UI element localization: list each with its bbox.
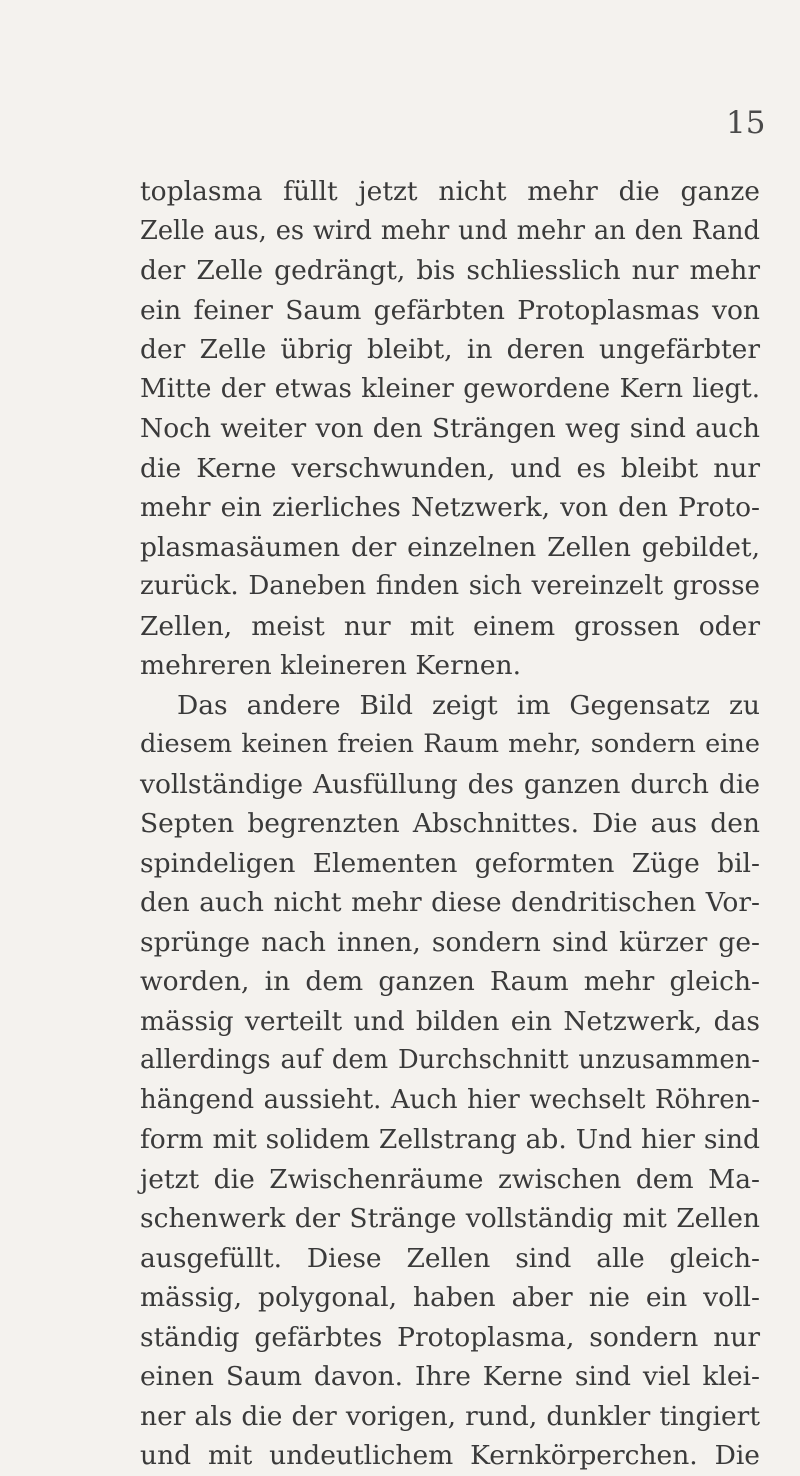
text-line: hängend aussieht. Auch hier wechselt Röhren- [140,1084,760,1115]
text-line: Zelle aus, es wird mehr und mehr an den Rand [140,215,760,246]
text-line: toplasma füllt jetzt nicht mehr die ganze [140,176,760,207]
text-line: jetzt die Zwischenräume zwischen dem Ma- [140,1163,760,1195]
text-line: allerdings auf dem Durchschnitt unzusammen- [140,1045,760,1075]
text-line: zurück. Daneben finden sich vereinzelt grosse [140,571,760,601]
text-line: ner als die der vorigen, rund, dunkler tingiert [140,1400,760,1432]
page-number: 15 [726,105,766,141]
text-line: schenwerk der Stränge vollständig mit Zellen [140,1203,760,1234]
body-text [140,172,760,1476]
text-line: mässig verteilt und bilden ein Netzwerk, das [140,1005,760,1037]
text-line: ein feiner Saum gefärbten Protoplasmas von [140,294,760,326]
text-line: der Zelle gedrängt, bis schliesslich nur mehr [140,255,760,286]
text-line: vollständige Ausfüllung des ganzen durch die [140,768,760,800]
text-line: plasmasäumen der einzelnen Zellen gebildet, [140,531,760,563]
text-line: Das andere Bild zeigt im Gegensatz zu [177,689,760,721]
text-line: sprünge nach innen, sondern sind kürzer ge- [140,926,760,958]
text-line: mehr ein zierliches Netzwerk, von den Proto- [140,492,760,523]
text-line: worden, in dem ganzen Raum mehr gleich- [140,966,760,997]
text-line: form mit solidem Zellstrang ab. Und hier sind [140,1124,760,1155]
text-line: einen Saum davon. Ihre Kerne sind viel klei- [140,1361,760,1392]
text-line: Noch weiter von den Strängen weg sind auch [140,413,760,444]
text-line: ausgefüllt. Diese Zellen sind alle gleich- [140,1242,760,1274]
text-line: mässig, polygonal, haben aber nie ein voll- [140,1282,760,1313]
text-line: spindeligen Elementen geformten Züge bil- [140,847,760,879]
text-line: Zellen, meist nur mit einem grossen oder [140,610,760,642]
text-line: und mit undeutlichem Kernkörperchen. Die [140,1440,760,1471]
text-line: ständig gefärbtes Protoplasma, sondern nur [140,1321,760,1353]
text-line: mehreren kleineren Kernen. [140,650,522,681]
text-line: der Zelle übrig bleibt, in deren ungefärbter [140,334,760,365]
text-line: Septen begrenzten Abschnittes. Die aus den [140,808,760,839]
text-line: den auch nicht mehr diese dendritischen Vor- [140,887,760,918]
text-line: die Kerne verschwunden, und es bleibt nur [140,452,760,484]
text-line: diesem keinen freien Raum mehr, sondern eine [140,729,760,759]
text-line: Mitte der etwas kleiner gewordene Kern liegt. [140,373,760,404]
